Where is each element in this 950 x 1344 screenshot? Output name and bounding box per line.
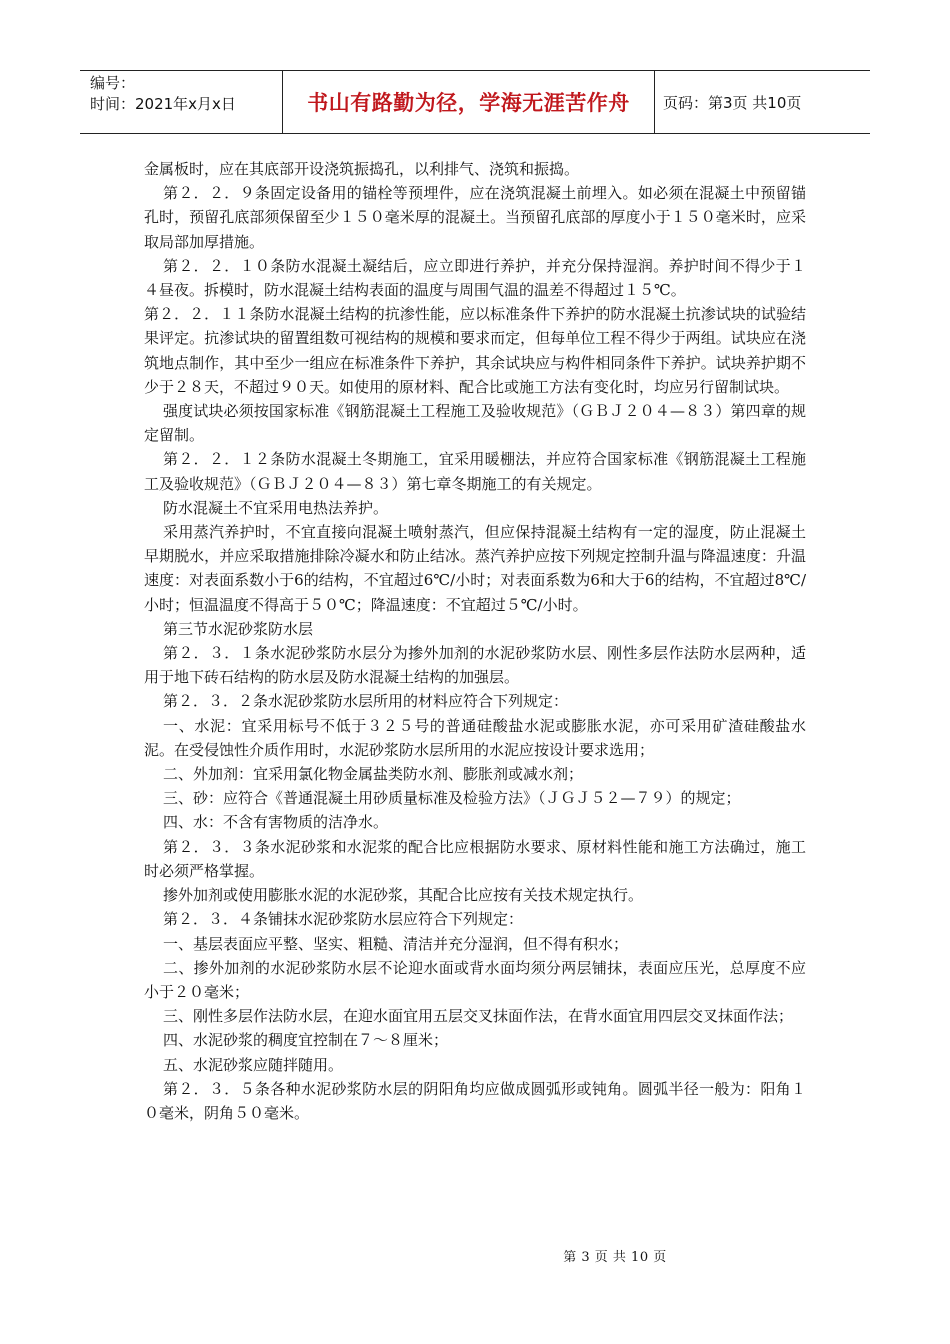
- body-paragraph: 第２．３．４条铺抹水泥砂浆防水层应符合下列规定：: [163, 910, 524, 929]
- body-paragraph: 第２．２．１１条防水混凝土结构的抗渗性能，应以标准条件下养护的防水混凝土抗渗试块的试验结果评定。抗渗试块的留置组数可视结构的规模和要求而定，但每单位工程不得少于两组。试块应在浇筑地点制作，其中至少一组应在标准条件下养护，其余试块应与构件相同条件下养护。试块养护期不少于２８天，不超过９０天。如使用的原材料、配合比或施工方法有变化时，均应另行留制试块。: [144, 305, 806, 396]
- body-paragraph: 金属板时，应在其底部开设浇筑振捣孔，以利排气、浇筑和振捣。: [144, 160, 580, 178]
- body-paragraph: 五、水泥砂浆应随拌随用。: [163, 1055, 344, 1074]
- body-paragraph: 第２．３．１条水泥砂浆防水层分为掺外加剂的水泥砂浆防水层、刚性多层作法防水层两种，适用于地下砖石结构的防水层及防水混凝土结构的加强层。: [144, 644, 806, 687]
- body-paragraph: 第２．２．９条固定设备用的锚栓等预埋件，应在浇筑混凝土前埋入。如必须在混凝土中预留锚孔时，预留孔底部须保留至少１５０毫米厚的混凝土。当预留孔底部的厚度小于１５０毫米时，应采取局部加厚措施。: [144, 184, 806, 251]
- footer-page-number: 第 3 页 共 10 页: [563, 1250, 667, 1265]
- body-paragraph: 掺外加剂或使用膨胀水泥的水泥砂浆，其配合比应按有关技术规定执行。: [163, 886, 644, 905]
- body-paragraph: 防水混凝土不宜采用电热法养护。: [163, 498, 389, 517]
- page-header: [80, 70, 870, 134]
- body-paragraph: 一、水泥：宜采用标号不低于３２５号的普通硅酸盐水泥或膨胀水泥，亦可采用矿渣硅酸盐水泥。在受侵蚀性介质作用时，水泥砂浆防水层所用的水泥应按设计要求选用；: [144, 716, 806, 759]
- body-paragraph: 三、刚性多层作法防水层，在迎水面宜用五层交叉抹面作法，在背水面宜用四层交叉抹面作法；: [163, 1007, 794, 1026]
- page-footer: [0, 1246, 950, 1265]
- body-paragraph: 二、外加剂：宜采用氯化物金属盐类防水剂、膨胀剂或减水剂；: [163, 765, 584, 784]
- body-paragraph: 一、基层表面应平整、坚实、粗糙、清洁并充分湿润，但不得有积水；: [163, 934, 629, 953]
- header-page-cell: [655, 71, 870, 133]
- page-info: 页码：第3页 共10页: [663, 93, 802, 112]
- document-body: [144, 157, 806, 1125]
- body-paragraph: 二、掺外加剂的水泥砂浆防水层不论迎水面或背水面均须分两层铺抹，表面应压光，总厚度不应小于２０毫米；: [144, 958, 806, 1001]
- body-paragraph: 第２．３．５条各种水泥砂浆防水层的阴阳角均应做成圆弧形或钝角。圆弧半径一般为：阳角１０毫米，阴角５０毫米。: [144, 1079, 806, 1122]
- body-paragraph: 四、水泥砂浆的稠度宜控制在７～８厘米；: [163, 1031, 449, 1050]
- body-paragraph: 四、水：不含有害物质的洁净水。: [163, 813, 389, 832]
- header-motto-cell: [283, 71, 655, 133]
- body-paragraph: 强度试块必须按国家标准《钢筋混凝土工程施工及验收规范》（ＧＢＪ２０４—８３）第四章的规定留制。: [144, 402, 806, 445]
- body-paragraph: 第２．２．１２条防水混凝土冬期施工，宜采用暖棚法，并应符合国家标准《钢筋混凝土工程施工及验收规范》（ＧＢＪ２０４—８３）第七章冬期施工的有关规定。: [144, 450, 806, 493]
- body-paragraph: 第２．３．２条水泥砂浆防水层所用的材料应符合下列规定：: [163, 692, 569, 711]
- time-label: 时间：2021年x月x日: [90, 95, 236, 113]
- number-label: 编号：: [90, 74, 136, 92]
- motto-text: 书山有路勤为径，学海无涯苦作舟: [307, 91, 630, 115]
- body-paragraph: 采用蒸汽养护时，不宜直接向混凝土喷射蒸汽，但应保持混凝土结构有一定的湿度，防止混凝土早期脱水，并应采取措施排除冷凝水和防止结冰。蒸汽养护应按下列规定控制升温与降温速度：升温速度：对表面系数小于6的结构，不宜超过6℃/小时；对表面系数为6和大于6的结构，不宜超过8℃/小时；恒温温度不得高于５０℃；降温速度：不宜超过５℃/小时。: [144, 523, 806, 614]
- body-paragraph: 三、砂：应符合《普通混凝土用砂质量标准及检验方法》（ＪＧＪ５２—７９）的规定；: [163, 789, 741, 808]
- body-paragraph: 第三节水泥砂浆防水层: [163, 619, 314, 638]
- body-paragraph: 第２．２．１０条防水混凝土凝结后，应立即进行养护，并充分保持湿润。养护时间不得少于１４昼夜。拆模时，防水混凝土结构表面的温度与周围气温的温差不得超过１５℃。: [144, 256, 806, 300]
- body-paragraph: 第２．３．３条水泥砂浆和水泥浆的配合比应根据防水要求、原材料性能和施工方法确过，施工时必须严格掌握。: [144, 837, 806, 880]
- header-left-cell: [80, 71, 283, 133]
